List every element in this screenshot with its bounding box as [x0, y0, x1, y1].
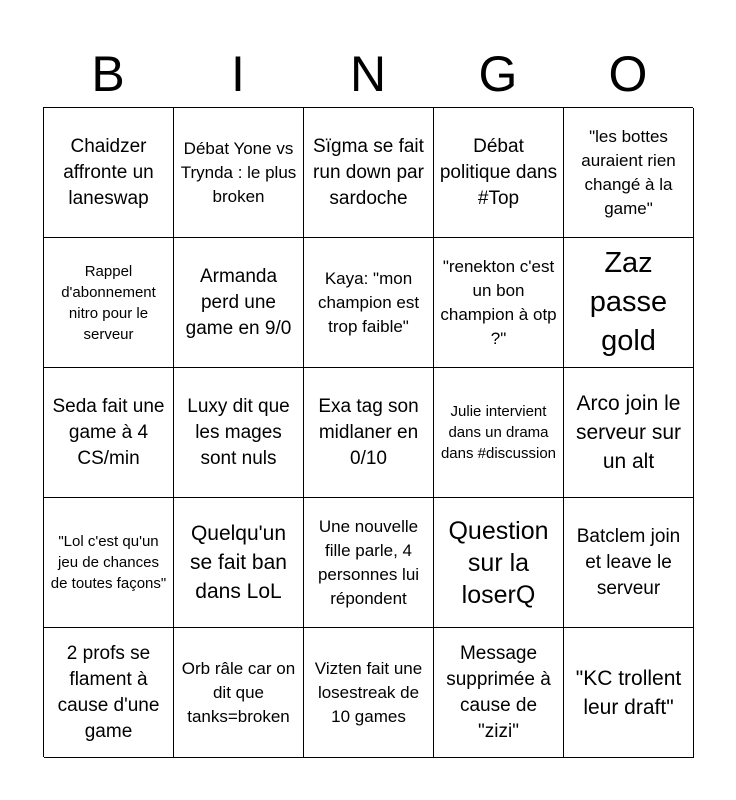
bingo-cell[interactable] — [564, 368, 694, 498]
bingo-cell[interactable] — [304, 628, 434, 758]
cell-text: Orb râle car on dit que tanks=broken — [181, 658, 296, 726]
bingo-header — [43, 40, 693, 108]
header-letter-g: G — [478, 46, 518, 102]
bingo-cell[interactable] — [304, 108, 434, 238]
cell-text: Batclem join et leave le serveur — [576, 525, 681, 599]
cell-text: "KC trollent leur draft" — [575, 666, 682, 719]
bingo-cell[interactable] — [564, 498, 694, 628]
bingo-cell[interactable] — [174, 368, 304, 498]
bingo-cell[interactable] — [44, 368, 174, 498]
cell-text: Luxy dit que les mages sont nuls — [187, 395, 290, 469]
cell-text: Exa tag son midlaner en 0/10 — [318, 395, 419, 469]
bingo-cell[interactable] — [174, 498, 304, 628]
cell-text: "Lol c'est qu'un jeu de chances de toutes façons" — [50, 533, 167, 592]
cell-text: Question sur la loserQ — [448, 516, 549, 609]
bingo-cell[interactable] — [434, 108, 564, 238]
bingo-cell[interactable] — [304, 498, 434, 628]
cell-text: Une nouvelle fille parle, 4 personnes lui répondent — [317, 516, 420, 608]
cell-text: Vizten fait une losestreak de 10 games — [314, 658, 423, 726]
bingo-cell[interactable] — [434, 238, 564, 368]
cell-text: Rappel d'abonnement nitro pour le serveur — [61, 262, 156, 343]
cell-text: "les bottes auraient rien changé à la game" — [581, 126, 676, 218]
cell-text: Zaz passe gold — [589, 247, 668, 357]
bingo-cell[interactable] — [564, 238, 694, 368]
bingo-cell[interactable] — [434, 628, 564, 758]
cell-text: Débat politique dans #Top — [439, 135, 558, 209]
bingo-cell[interactable] — [44, 498, 174, 628]
bingo-cell[interactable] — [44, 628, 174, 758]
bingo-grid — [43, 107, 693, 757]
bingo-cell[interactable] — [564, 628, 694, 758]
cell-text: Armanda perd une game en 9/0 — [185, 265, 292, 339]
bingo-cell[interactable] — [564, 108, 694, 238]
cell-text: Débat Yone vs Trynda : le plus broken — [180, 138, 297, 206]
cell-text: Seda fait une game à 4 CS/min — [52, 395, 165, 469]
bingo-cell[interactable] — [174, 628, 304, 758]
bingo-cell[interactable] — [434, 368, 564, 498]
cell-text: "renekton c'est un bon champion à otp ?" — [440, 256, 557, 348]
header-letter-b: B — [91, 46, 125, 102]
bingo-cell[interactable] — [304, 368, 434, 498]
cell-text: Kaya: "mon champion est trop faible" — [317, 268, 420, 336]
header-letter-n: N — [349, 46, 387, 102]
bingo-cell[interactable] — [44, 238, 174, 368]
header-letter-i: I — [231, 46, 245, 102]
cell-text: 2 profs se flament à cause d'une game — [57, 642, 160, 742]
cell-text: Arco join le serveur sur un alt — [575, 392, 682, 473]
bingo-cell[interactable] — [304, 238, 434, 368]
bingo-cell[interactable] — [434, 498, 564, 628]
cell-text: Sïgma se fait run down par sardoche — [313, 135, 424, 209]
bingo-cell[interactable] — [174, 108, 304, 238]
header-letter-o: O — [608, 46, 648, 102]
cell-text: Julie intervient dans un drama dans #discussion — [440, 403, 557, 462]
bingo-cell[interactable] — [44, 108, 174, 238]
cell-text: Quelqu'un se fait ban dans LoL — [190, 522, 287, 603]
cell-text: Chaidzer affronte un laneswap — [63, 135, 154, 209]
bingo-cell[interactable] — [174, 238, 304, 368]
cell-text: Message supprimée à cause de "zizi" — [446, 642, 551, 742]
